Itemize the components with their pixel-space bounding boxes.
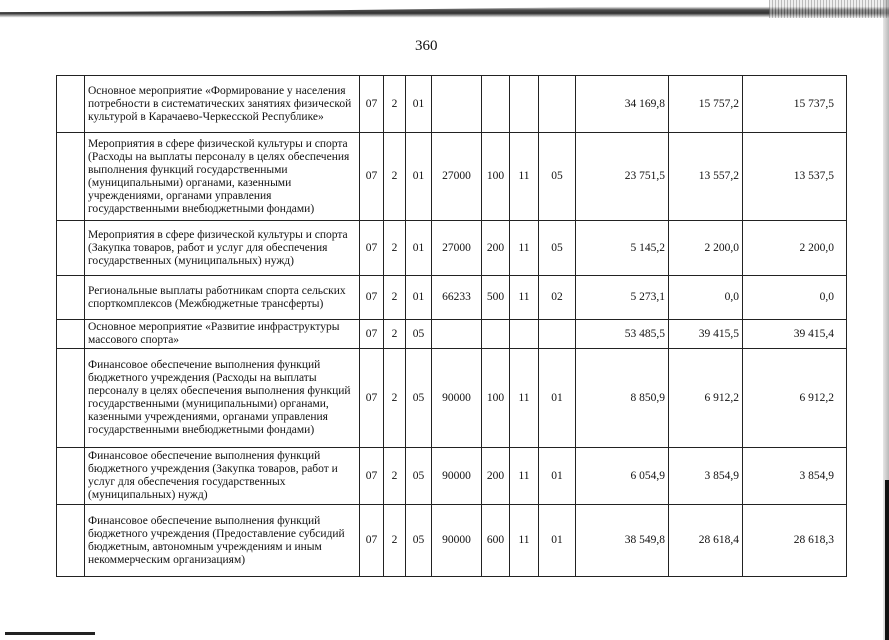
amount-year-2: 39 415,5 [669, 320, 743, 349]
code-program: 07 [360, 76, 384, 133]
row-blank-cell [57, 505, 85, 577]
scan-right-edge-dark [885, 480, 889, 640]
code-direction: 90000 [432, 505, 482, 577]
scan-noise [769, 0, 889, 18]
code-expense-type [482, 76, 510, 133]
row-name: Финансовое обеспечение выполнения функций бюджетного учреждения (Расходы на выплаты персоналу в целях обеспечения выполнения функций государственными (муниципальными) органами, казенными учреждениями, органами управления государственными внебюджетными фондами) [85, 349, 360, 448]
row-name: Финансовое обеспечение выполнения функций бюджетного учреждения (Закупка товаров, работ и услуг для обеспечения государственных (муниципальных) нужд) [85, 448, 360, 505]
code-expense-type: 100 [482, 133, 510, 221]
table-row [57, 276, 847, 320]
code-subprogram: 2 [384, 76, 406, 133]
row-blank-cell [57, 448, 85, 505]
table-row [57, 448, 847, 505]
code-expense-type: 200 [482, 221, 510, 276]
code-program: 07 [360, 221, 384, 276]
amount-year-1: 38 549,8 [576, 505, 669, 577]
row-name: Региональные выплаты работникам спорта сельских спорткомплексов (Межбюджетные трансферты) [85, 276, 360, 320]
row-blank-cell [57, 76, 85, 133]
code-main-event: 05 [406, 448, 432, 505]
amount-year-3: 0,0 [743, 276, 847, 320]
budget-table [56, 75, 847, 577]
code-subprogram: 2 [384, 349, 406, 448]
code-program: 07 [360, 349, 384, 448]
code-section [510, 320, 539, 349]
amount-year-3: 3 854,9 [743, 448, 847, 505]
table-row [57, 76, 847, 133]
page-number: 360 [415, 38, 438, 54]
amount-year-3: 13 537,5 [743, 133, 847, 221]
amount-year-2: 13 557,2 [669, 133, 743, 221]
code-subsection: 01 [539, 505, 576, 577]
code-subprogram: 2 [384, 448, 406, 505]
amount-year-3: 15 737,5 [743, 76, 847, 133]
amount-year-3: 2 200,0 [743, 221, 847, 276]
code-expense-type: 200 [482, 448, 510, 505]
table-row [57, 221, 847, 276]
code-expense-type: 500 [482, 276, 510, 320]
row-blank-cell [57, 133, 85, 221]
code-direction [432, 320, 482, 349]
row-name: Финансовое обеспечение выполнения функций бюджетного учреждения (Предоставление субсидий бюджетным, автономным учреждениям и иным некоммерческим организациям) [85, 505, 360, 577]
amount-year-2: 15 757,2 [669, 76, 743, 133]
row-blank-cell [57, 276, 85, 320]
amount-year-2: 0,0 [669, 276, 743, 320]
code-subsection: 05 [539, 221, 576, 276]
amount-year-1: 23 751,5 [576, 133, 669, 221]
table-row [57, 349, 847, 448]
code-section: 11 [510, 133, 539, 221]
code-program: 07 [360, 505, 384, 577]
row-name: Мероприятия в сфере физической культуры и спорта (Закупка товаров, работ и услуг для обеспечения государственных (муниципальных) нужд) [85, 221, 360, 276]
row-blank-cell [57, 349, 85, 448]
row-name: Основное мероприятие «Развитие инфраструктуры массового спорта» [85, 320, 360, 349]
code-section: 11 [510, 276, 539, 320]
row-blank-cell [57, 320, 85, 349]
code-direction [432, 76, 482, 133]
amount-year-1: 8 850,9 [576, 349, 669, 448]
code-section [510, 76, 539, 133]
code-subsection: 01 [539, 448, 576, 505]
code-section: 11 [510, 505, 539, 577]
row-blank-cell [57, 221, 85, 276]
code-main-event: 01 [406, 221, 432, 276]
code-program: 07 [360, 448, 384, 505]
code-section: 11 [510, 448, 539, 505]
code-subsection: 02 [539, 276, 576, 320]
amount-year-2: 28 618,4 [669, 505, 743, 577]
code-expense-type: 100 [482, 349, 510, 448]
table-row [57, 133, 847, 221]
code-expense-type [482, 320, 510, 349]
code-main-event: 05 [406, 320, 432, 349]
table-row [57, 505, 847, 577]
amount-year-2: 6 912,2 [669, 349, 743, 448]
row-name: Основное мероприятие «Формирование у населения потребности в систематических занятиях физической культурой в Карачаево-Черкесской Республике» [85, 76, 360, 133]
code-section: 11 [510, 221, 539, 276]
amount-year-1: 34 169,8 [576, 76, 669, 133]
row-name: Мероприятия в сфере физической культуры и спорта (Расходы на выплаты персоналу в целях обеспечения выполнения функций государственными (муниципальными) органами, казенными учреждениями, органами управления государственными внебюджетными фондами) [85, 133, 360, 221]
code-subprogram: 2 [384, 276, 406, 320]
code-direction: 90000 [432, 448, 482, 505]
code-subprogram: 2 [384, 221, 406, 276]
code-subprogram: 2 [384, 320, 406, 349]
code-subsection: 05 [539, 133, 576, 221]
amount-year-2: 3 854,9 [669, 448, 743, 505]
code-program: 07 [360, 276, 384, 320]
amount-year-1: 5 273,1 [576, 276, 669, 320]
code-main-event: 01 [406, 133, 432, 221]
code-program: 07 [360, 133, 384, 221]
amount-year-1: 5 145,2 [576, 221, 669, 276]
code-section: 11 [510, 349, 539, 448]
code-program: 07 [360, 320, 384, 349]
code-direction: 66233 [432, 276, 482, 320]
code-main-event: 05 [406, 505, 432, 577]
table-row [57, 320, 847, 349]
code-subprogram: 2 [384, 133, 406, 221]
amount-year-3: 39 415,4 [743, 320, 847, 349]
amount-year-3: 6 912,2 [743, 349, 847, 448]
amount-year-1: 6 054,9 [576, 448, 669, 505]
code-direction: 27000 [432, 133, 482, 221]
scan-bottom-mark [5, 632, 95, 635]
code-main-event: 05 [406, 349, 432, 448]
code-main-event: 01 [406, 76, 432, 133]
code-direction: 90000 [432, 349, 482, 448]
amount-year-3: 28 618,3 [743, 505, 847, 577]
code-direction: 27000 [432, 221, 482, 276]
code-expense-type: 600 [482, 505, 510, 577]
amount-year-2: 2 200,0 [669, 221, 743, 276]
code-subprogram: 2 [384, 505, 406, 577]
code-subsection [539, 320, 576, 349]
code-subsection [539, 76, 576, 133]
code-subsection: 01 [539, 349, 576, 448]
scan-edge-shadow [0, 0, 889, 22]
amount-year-1: 53 485,5 [576, 320, 669, 349]
code-main-event: 01 [406, 276, 432, 320]
